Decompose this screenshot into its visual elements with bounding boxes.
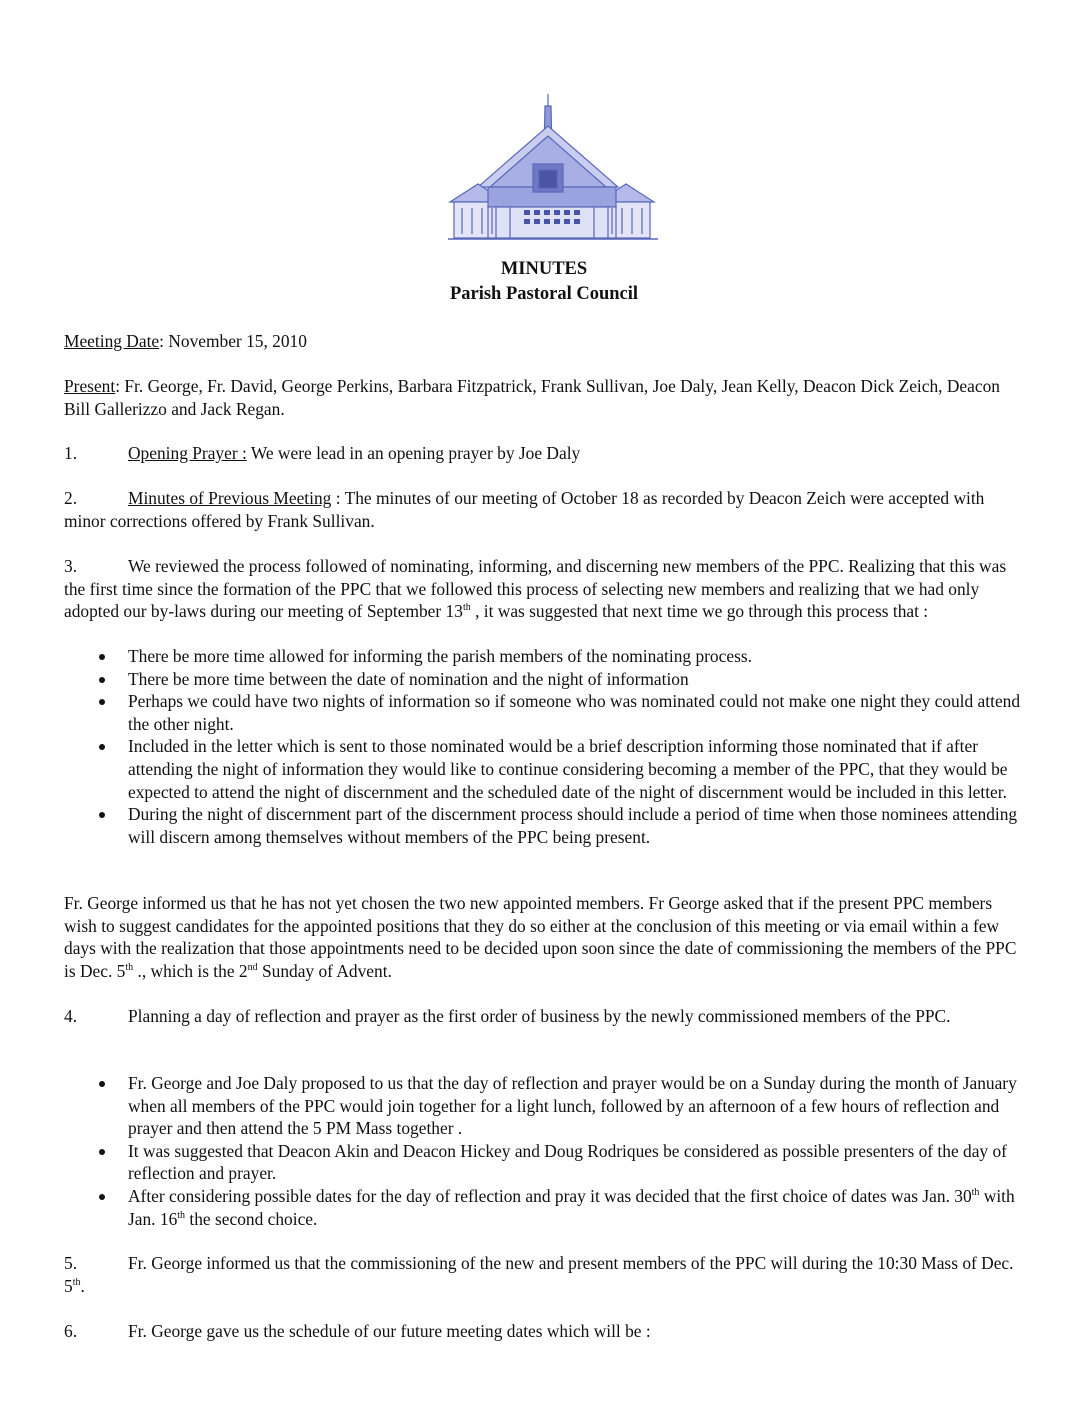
item-number: 2. bbox=[64, 488, 78, 508]
list-item-text: There be more time between the date of nomination and the night of information bbox=[128, 668, 689, 689]
item-1-opening-prayer bbox=[64, 442, 1029, 465]
item-heading: Minutes of Previous Meeting bbox=[128, 488, 332, 508]
meeting-date-value: : November 15, 2010 bbox=[159, 331, 307, 351]
present-text: : Fr. George, Fr. David, George Perkins, Barbara Fitzpatrick, Frank Sullivan, Joe Daly, Jean Kelly, Deacon Dick Zeich, Deacon Bill Gallerizzo and Jack Regan. bbox=[64, 376, 1000, 419]
item-text: Fr. George informed us that the commissioning of the new and present members of the PPC will during the 10:30 Mass of Dec. 5 bbox=[64, 1253, 1014, 1296]
ordinal-suffix: th bbox=[971, 1187, 980, 1199]
bullet-icon bbox=[99, 1149, 105, 1155]
item-number: 6. bbox=[64, 1321, 78, 1341]
item-number: 1. bbox=[64, 443, 78, 463]
ordinal-suffix: th bbox=[125, 961, 134, 973]
bullet-icon bbox=[99, 1081, 105, 1087]
list-item-text: Fr. George and Joe Daly proposed to us that the day of reflection and prayer would be on a Sunday during the month of January when all members of the PPC would join together for a light lunch, followed by an afternoon of a few hours of reflection and prayer and then attend the 5 PM Mass together . bbox=[128, 1073, 1017, 1139]
item-5-commissioning bbox=[64, 1252, 1029, 1297]
list-item-text: During the night of discernment part of the discernment process should include a period of time when those nominees attending will discern among themselves without members of the PPC being present. bbox=[128, 804, 1018, 847]
meeting-date-label: Meeting Date bbox=[64, 331, 160, 351]
bullet-icon bbox=[99, 699, 105, 705]
item-text: : The minutes of our meeting of October 18 as recorded by Deacon Zeich were accepted with minor corrections offered by Frank Sullivan. bbox=[64, 488, 985, 531]
item-text: , it was suggested that next time we go through this process that : bbox=[470, 601, 929, 622]
list-item-text: Included in the letter which is sent to those nominated would be a brief description informing those nominated that if after attending the night of information they would like to continue considering becoming a member of the PPC, that they would be expected to attend the night of discernment and the scheduled date of the night of discernment would be included in this letter. bbox=[128, 736, 1008, 802]
list-item bbox=[64, 1140, 1029, 1185]
bullet-icon bbox=[99, 812, 105, 818]
paragraph-text: ., which is the 2 bbox=[133, 960, 248, 981]
meeting-date-line bbox=[64, 330, 1029, 353]
list-item bbox=[64, 1185, 1029, 1230]
document-subtitle: Parish Pastoral Council bbox=[449, 284, 639, 304]
ordinal-suffix: nd bbox=[247, 961, 258, 973]
church-logo-image bbox=[448, 92, 658, 242]
item-heading: Opening Prayer : bbox=[128, 443, 247, 463]
paragraph-text: Sunday of Advent. bbox=[257, 960, 392, 981]
paragraph-text: Fr. George informed us that he has not yet chosen the two new appointed members. Fr George asked that if the present PPC members wish to suggest candidates for the appointed positions that they do so either at the conclusion of this meeting or via email within a few days with the realization that those appointments need to be decided upon soon since the date of commissioning the members of the PPC is Dec. 5 bbox=[64, 893, 1017, 981]
item-4-day-of-reflection bbox=[64, 1005, 1029, 1028]
bullet-icon bbox=[99, 744, 105, 750]
bullet-icon bbox=[99, 677, 105, 683]
ordinal-suffix: th bbox=[72, 1276, 81, 1288]
present-label: Present bbox=[64, 376, 116, 396]
item-text: . bbox=[80, 1275, 85, 1296]
list-item bbox=[64, 690, 1029, 735]
list-item bbox=[64, 1072, 1029, 1140]
list-item bbox=[64, 668, 1029, 691]
list-item-text: the second choice. bbox=[185, 1208, 318, 1229]
bullet-icon bbox=[99, 1194, 105, 1200]
item-number: 4. bbox=[64, 1006, 78, 1026]
document-title: MINUTES bbox=[500, 259, 588, 279]
list-item bbox=[64, 645, 1029, 668]
item-3-nominating-process bbox=[64, 555, 1029, 623]
item-3-bullet-list bbox=[64, 645, 1029, 848]
ordinal-suffix: th bbox=[462, 602, 471, 614]
item-number: 5. bbox=[64, 1253, 78, 1273]
list-item-text: Perhaps we could have two nights of information so if someone who was nominated could not make one night they could attend the other night. bbox=[128, 691, 1021, 734]
item-text: We were lead in an opening prayer by Joe Daly bbox=[246, 443, 581, 463]
list-item-text: There be more time allowed for informing the parish members of the nominating process. bbox=[128, 646, 752, 666]
ordinal-suffix: th bbox=[177, 1209, 186, 1221]
item-2-previous-minutes bbox=[64, 487, 1029, 532]
list-item bbox=[64, 803, 1029, 848]
item-number: 3. bbox=[64, 556, 78, 576]
item-text: Planning a day of reflection and prayer as the first order of business by the newly commissioned members of the PPC. bbox=[128, 1006, 951, 1026]
list-item-text: It was suggested that Deacon Akin and Deacon Hickey and Doug Rodriques be considered as possible presenters of the day of reflection and prayer. bbox=[128, 1140, 1007, 1184]
list-item bbox=[64, 735, 1029, 803]
item-text: We reviewed the process followed of nominating, informing, and discerning new members of the PPC. Realizing that this was the first time since the formation of the PPC that we followed this process of selecting new members and realizing that we had only adopted our by-laws during our meeting of September 13 bbox=[64, 556, 1007, 622]
list-item-text: with Jan. 16 bbox=[128, 1185, 1015, 1229]
item-text: Fr. George gave us the schedule of our future meeting dates which will be : bbox=[128, 1321, 651, 1341]
bullet-icon bbox=[99, 654, 105, 660]
item-4-bullet-list bbox=[64, 1072, 1029, 1230]
list-item-text: After considering possible dates for the day of reflection and pray it was decided that the first choice of dates was Jan. 30 bbox=[128, 1185, 972, 1206]
present-paragraph bbox=[64, 375, 1029, 420]
item-3-appointments-paragraph bbox=[64, 892, 1029, 982]
item-6-meeting-schedule bbox=[64, 1320, 1029, 1343]
